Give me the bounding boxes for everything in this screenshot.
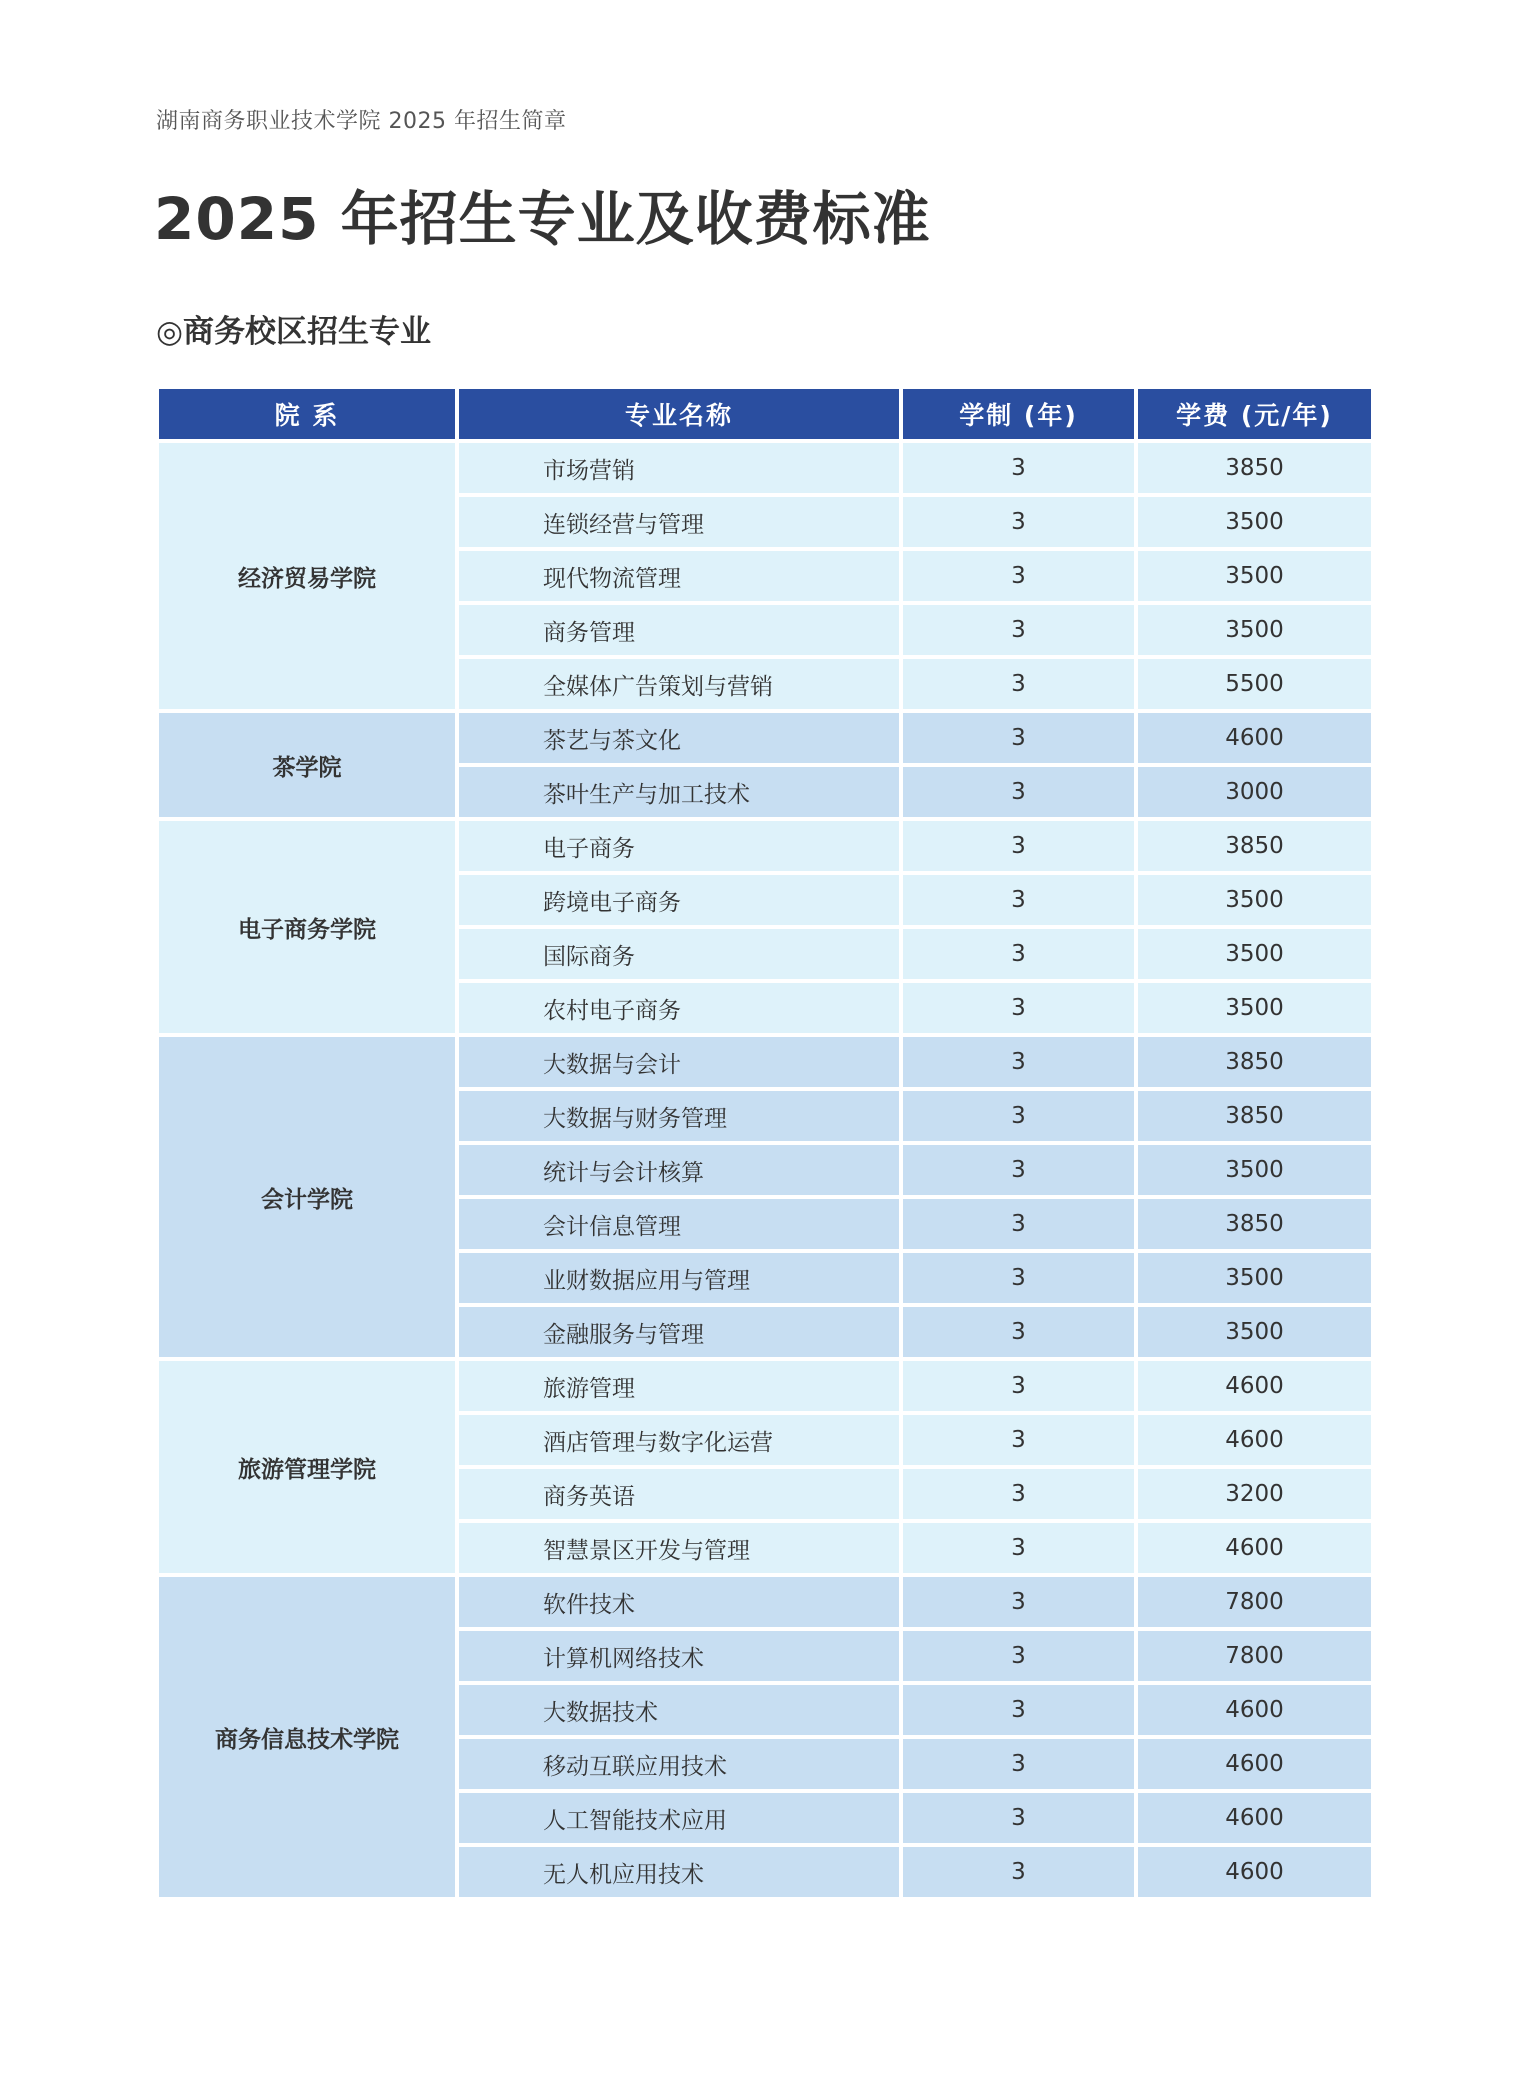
page-title: 2025 年招生专业及收费标准 xyxy=(154,185,931,253)
breadcrumb: 湖南商务职业技术学院 2025 年招生简章 xyxy=(156,109,567,134)
section-heading: ◎商务校区招生专业 xyxy=(156,314,432,350)
major-cell: 金融服务与管理 xyxy=(457,1305,901,1359)
tuition-cell: 4600 xyxy=(1136,1359,1373,1413)
duration-cell: 3 xyxy=(901,1251,1136,1305)
major-cell: 软件技术 xyxy=(457,1575,901,1629)
tuition-cell: 3500 xyxy=(1136,603,1373,657)
major-cell: 大数据与会计 xyxy=(457,1035,901,1089)
major-cell: 农村电子商务 xyxy=(457,981,901,1035)
tuition-cell: 4600 xyxy=(1136,711,1373,765)
major-cell: 大数据技术 xyxy=(457,1683,901,1737)
major-cell: 茶叶生产与加工技术 xyxy=(457,765,901,819)
tuition-cell: 4600 xyxy=(1136,1791,1373,1845)
column-header-major: 专业名称 xyxy=(457,387,901,441)
duration-cell: 3 xyxy=(901,441,1136,495)
major-cell: 业财数据应用与管理 xyxy=(457,1251,901,1305)
major-cell: 全媒体广告策划与营销 xyxy=(457,657,901,711)
major-cell: 会计信息管理 xyxy=(457,1197,901,1251)
tuition-cell: 3500 xyxy=(1136,981,1373,1035)
tuition-cell: 3200 xyxy=(1136,1467,1373,1521)
table-row xyxy=(157,711,1373,765)
tuition-cell: 3500 xyxy=(1136,1143,1373,1197)
tuition-cell: 3500 xyxy=(1136,873,1373,927)
tuition-cell: 4600 xyxy=(1136,1845,1373,1899)
major-cell: 智慧景区开发与管理 xyxy=(457,1521,901,1575)
department-cell: 商务信息技术学院 xyxy=(157,1575,457,1899)
duration-cell: 3 xyxy=(901,1035,1136,1089)
duration-cell: 3 xyxy=(901,1305,1136,1359)
column-header-duration: 学制 (年) xyxy=(901,387,1136,441)
department-cell: 电子商务学院 xyxy=(157,819,457,1035)
duration-cell: 3 xyxy=(901,819,1136,873)
duration-cell: 3 xyxy=(901,1413,1136,1467)
duration-cell: 3 xyxy=(901,1683,1136,1737)
major-cell: 电子商务 xyxy=(457,819,901,873)
duration-cell: 3 xyxy=(901,1845,1136,1899)
duration-cell: 3 xyxy=(901,1575,1136,1629)
tuition-cell: 5500 xyxy=(1136,657,1373,711)
tuition-cell: 3500 xyxy=(1136,1251,1373,1305)
tuition-cell: 4600 xyxy=(1136,1683,1373,1737)
duration-cell: 3 xyxy=(901,495,1136,549)
major-cell: 旅游管理 xyxy=(457,1359,901,1413)
tuition-cell: 3850 xyxy=(1136,1035,1373,1089)
duration-cell: 3 xyxy=(901,1143,1136,1197)
tuition-cell: 3500 xyxy=(1136,1305,1373,1359)
duration-cell: 3 xyxy=(901,657,1136,711)
tuition-cell: 7800 xyxy=(1136,1629,1373,1683)
table-row xyxy=(157,1035,1373,1089)
tuition-cell: 3500 xyxy=(1136,495,1373,549)
duration-cell: 3 xyxy=(901,873,1136,927)
fees-table xyxy=(155,385,1375,1901)
tuition-cell: 3850 xyxy=(1136,1089,1373,1143)
major-cell: 统计与会计核算 xyxy=(457,1143,901,1197)
duration-cell: 3 xyxy=(901,981,1136,1035)
table-row xyxy=(157,1575,1373,1629)
duration-cell: 3 xyxy=(901,1737,1136,1791)
major-cell: 跨境电子商务 xyxy=(457,873,901,927)
major-cell: 商务英语 xyxy=(457,1467,901,1521)
duration-cell: 3 xyxy=(901,927,1136,981)
table-row xyxy=(157,441,1373,495)
duration-cell: 3 xyxy=(901,1197,1136,1251)
major-cell: 大数据与财务管理 xyxy=(457,1089,901,1143)
tuition-cell: 3850 xyxy=(1136,1197,1373,1251)
table-body xyxy=(157,441,1373,1899)
major-cell: 市场营销 xyxy=(457,441,901,495)
duration-cell: 3 xyxy=(901,1467,1136,1521)
tuition-cell: 3850 xyxy=(1136,441,1373,495)
tuition-cell: 3000 xyxy=(1136,765,1373,819)
major-cell: 移动互联应用技术 xyxy=(457,1737,901,1791)
major-cell: 无人机应用技术 xyxy=(457,1845,901,1899)
table-row xyxy=(157,819,1373,873)
major-cell: 酒店管理与数字化运营 xyxy=(457,1413,901,1467)
tuition-cell: 7800 xyxy=(1136,1575,1373,1629)
tuition-cell: 3850 xyxy=(1136,819,1373,873)
major-cell: 商务管理 xyxy=(457,603,901,657)
duration-cell: 3 xyxy=(901,549,1136,603)
department-cell: 茶学院 xyxy=(157,711,457,819)
duration-cell: 3 xyxy=(901,711,1136,765)
duration-cell: 3 xyxy=(901,1089,1136,1143)
tuition-cell: 4600 xyxy=(1136,1737,1373,1791)
major-cell: 连锁经营与管理 xyxy=(457,495,901,549)
department-cell: 经济贸易学院 xyxy=(157,441,457,711)
department-cell: 旅游管理学院 xyxy=(157,1359,457,1575)
major-cell: 茶艺与茶文化 xyxy=(457,711,901,765)
duration-cell: 3 xyxy=(901,1521,1136,1575)
duration-cell: 3 xyxy=(901,603,1136,657)
department-cell: 会计学院 xyxy=(157,1035,457,1359)
column-header-tuition: 学费 (元/年) xyxy=(1136,387,1373,441)
major-cell: 人工智能技术应用 xyxy=(457,1791,901,1845)
major-cell: 计算机网络技术 xyxy=(457,1629,901,1683)
column-header-department: 院 系 xyxy=(157,387,457,441)
duration-cell: 3 xyxy=(901,765,1136,819)
table-row xyxy=(157,1359,1373,1413)
tuition-cell: 3500 xyxy=(1136,549,1373,603)
major-cell: 国际商务 xyxy=(457,927,901,981)
tuition-cell: 3500 xyxy=(1136,927,1373,981)
major-cell: 现代物流管理 xyxy=(457,549,901,603)
duration-cell: 3 xyxy=(901,1791,1136,1845)
tuition-cell: 4600 xyxy=(1136,1413,1373,1467)
duration-cell: 3 xyxy=(901,1359,1136,1413)
duration-cell: 3 xyxy=(901,1629,1136,1683)
table-header-row xyxy=(157,387,1373,441)
tuition-cell: 4600 xyxy=(1136,1521,1373,1575)
